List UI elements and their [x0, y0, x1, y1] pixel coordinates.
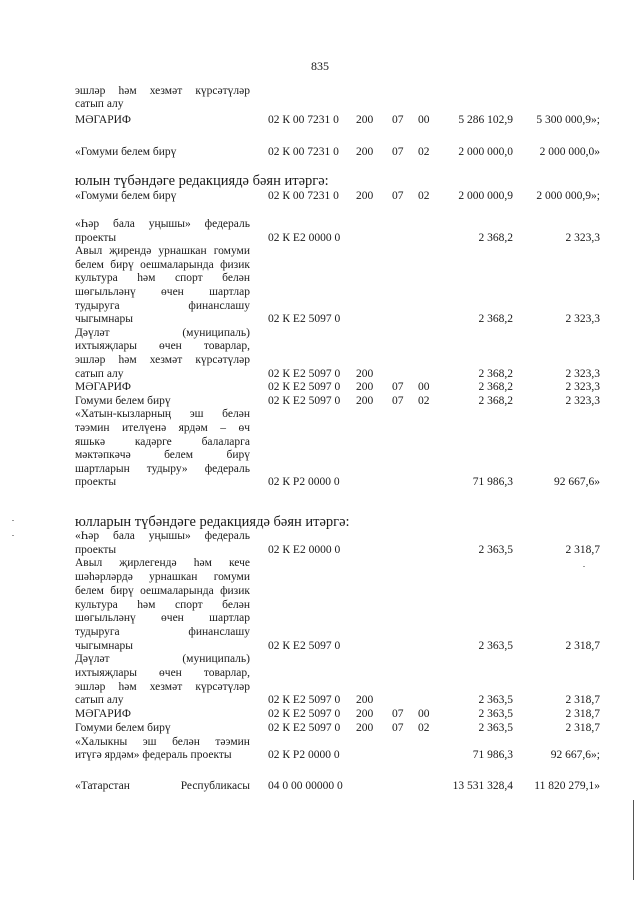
amount-year-2: 11 820 279,1»	[534, 780, 600, 792]
row-label: яшькә кадәрге балаларга	[75, 435, 250, 448]
scan-edge-mark	[633, 800, 634, 880]
expense-type-code: 200	[356, 114, 374, 126]
table-row	[0, 313, 640, 326]
table-row	[0, 368, 640, 381]
table-row	[0, 85, 640, 98]
row-label: проекты	[75, 543, 117, 556]
target-article-code: 02 К Е2 5097 0	[268, 394, 341, 407]
table-row	[0, 300, 640, 313]
row-label: Авыл җирендә урнашкан гомуми	[75, 245, 250, 258]
row-label: эшләр һәм хезмәт күрсәтүләр	[75, 680, 250, 693]
row-label: мәктәпкәчә белем бирү	[75, 449, 250, 462]
amount-year-2: 2 318,7	[565, 708, 600, 721]
target-article-code: 02 К Е2 5097 0	[268, 639, 341, 652]
row-label: эшләр һәм хезмәт күрсәтүләр	[75, 354, 250, 366]
expense-type-code: 200	[356, 721, 374, 734]
amount-year-2: 2 318,7	[565, 543, 600, 556]
subsection-code: 00	[418, 708, 430, 721]
row-label: «Халыкны эш белән тәэмин	[75, 735, 250, 748]
amount-year-2: 2 000 000,0»	[539, 146, 600, 158]
row-label: чыгымнары	[75, 639, 133, 652]
amount-year-1: 2 363,5	[478, 708, 513, 721]
table-row	[0, 571, 640, 584]
table-row	[0, 381, 640, 394]
target-article-code: 04 0 00 00000 0	[268, 780, 343, 792]
target-article-code: 02 К Р2 0000 0	[268, 749, 340, 762]
expense-type-code: 200	[356, 381, 374, 394]
amount-year-2: 92 667,6»;	[550, 749, 600, 762]
table-row	[0, 114, 640, 127]
target-article-code: 02 К Е2 0000 0	[268, 231, 341, 244]
row-label: «Һәр бала уңышы» федераль	[75, 530, 250, 542]
row-label: проекты	[75, 476, 117, 489]
target-article-code: 02 К Р2 0000 0	[268, 476, 340, 489]
amount-year-2: 5 300 000,9»;	[536, 114, 600, 126]
row-label: сатып алу	[75, 694, 124, 707]
row-label: «Татарстан Республикасы	[75, 780, 250, 792]
table-row	[0, 780, 640, 793]
row-label: чыгымнары	[75, 313, 133, 326]
table-row	[0, 476, 640, 489]
row-label: сатып алу	[75, 98, 124, 110]
table-row	[0, 98, 640, 111]
amount-year-2: 2 318,7	[565, 694, 600, 707]
row-label: культура һәм спорт белән	[75, 272, 250, 285]
subsection-code: 00	[418, 381, 430, 394]
scan-speck	[12, 535, 14, 536]
table-row	[0, 736, 640, 749]
target-article-code: 02 К Е2 5097 0	[268, 313, 341, 326]
row-label: «Гомуми белем бирү	[75, 190, 177, 202]
section-code: 07	[392, 708, 404, 721]
amendment-instruction: юлын түбәндәге редакциядә бәян итәргә:	[75, 173, 329, 189]
row-label: белем бирү оешмаларында физик	[75, 584, 250, 597]
subsection-code: 02	[418, 394, 430, 407]
amount-year-1: 13 531 328,4	[452, 780, 513, 792]
expense-type-code: 200	[356, 190, 374, 202]
table-row	[0, 340, 640, 353]
expense-type-code: 200	[356, 708, 374, 721]
table-row	[0, 146, 640, 159]
amount-year-1: 2 368,2	[478, 313, 513, 326]
row-label: МӘГАРИФ	[75, 708, 132, 721]
table-row	[0, 557, 640, 570]
table-row	[0, 259, 640, 272]
table-row	[0, 218, 640, 231]
table-row	[0, 422, 640, 435]
amount-year-2: 2 323,3	[565, 313, 600, 326]
row-label: проекты	[75, 231, 117, 244]
amount-year-2: 92 667,6»	[554, 476, 600, 489]
amount-year-2: 2 000 000,9»;	[536, 190, 600, 202]
amount-year-2: 2 323,3	[565, 394, 600, 407]
row-label: итүгә ярдәм» федераль проекты	[75, 749, 232, 762]
amount-year-1: 2 363,5	[478, 543, 513, 556]
row-label: шөгыльләнү өчен шартлар	[75, 612, 250, 625]
subsection-code: 02	[418, 146, 430, 158]
row-label: Дәүләт (муниципаль)	[75, 326, 250, 339]
row-label: Авыл җирлегендә һәм кече	[75, 557, 250, 570]
section-code: 07	[392, 721, 404, 734]
row-label: «Хатын-кызларның эш белән	[75, 408, 250, 421]
row-label: шөгыльләнү өчен шартлар	[75, 286, 250, 298]
amount-year-1: 2 000 000,0	[458, 146, 513, 158]
table-row	[0, 722, 640, 735]
section-code: 07	[392, 146, 404, 158]
table-row	[0, 599, 640, 612]
row-label: Гомуми белем бирү	[75, 721, 171, 734]
scan-speck	[12, 520, 14, 521]
row-label: «Һәр бала уңышы» федераль	[75, 218, 250, 230]
target-article-code: 02 К Е2 5097 0	[268, 708, 341, 721]
row-label: тәэмин ителүенә ярдәм – өч	[75, 422, 250, 434]
amount-year-2: 2 318,7	[565, 639, 600, 652]
amount-year-1: 71 986,3	[472, 749, 513, 762]
table-row	[0, 190, 640, 203]
table-row	[0, 708, 640, 721]
table-row	[0, 395, 640, 408]
table-row	[0, 272, 640, 285]
scan-speck	[583, 566, 585, 567]
table-row	[0, 653, 640, 666]
table-row	[0, 530, 640, 543]
table-row	[0, 408, 640, 421]
amount-year-2: 2 323,3	[565, 381, 600, 394]
row-label: шартларын тудыру» федераль	[75, 462, 250, 475]
table-row	[0, 612, 640, 625]
row-label: сатып алу	[75, 367, 124, 380]
row-label: Дәүләт (муниципаль)	[75, 653, 250, 666]
target-article-code: 02 К Е2 5097 0	[268, 367, 341, 380]
row-label: тудыруга финанслашу	[75, 625, 250, 638]
amount-year-1: 2 368,2	[478, 381, 513, 394]
amount-year-1: 2 363,5	[478, 721, 513, 734]
target-article-code: 02 К Е2 5097 0	[268, 694, 341, 707]
section-code: 07	[392, 381, 404, 394]
table-row	[0, 449, 640, 462]
amount-year-1: 2 000 000,9	[458, 190, 513, 202]
subsection-code: 02	[418, 721, 430, 734]
section-code: 07	[392, 114, 404, 126]
expense-type-code: 200	[356, 367, 374, 380]
row-label: ихтыяҗлары өчен товарлар,	[75, 667, 250, 679]
amount-year-1: 71 986,3	[472, 476, 513, 489]
row-label: МӘГАРИФ	[75, 381, 132, 394]
amount-year-1: 2 368,2	[478, 394, 513, 407]
subsection-code: 02	[418, 190, 430, 202]
amount-year-2: 2 323,3	[565, 367, 600, 380]
row-label: ихтыяҗлары өчен товарлар,	[75, 340, 250, 353]
row-label: Гомуми белем бирү	[75, 394, 171, 407]
target-article-code: 02 К 00 7231 0	[268, 190, 339, 202]
amount-year-1: 2 368,2	[478, 231, 513, 244]
table-row	[0, 640, 640, 653]
row-label: культура һәм спорт белән	[75, 598, 250, 611]
table-row	[0, 463, 640, 476]
target-article-code: 02 К Е2 0000 0	[268, 543, 341, 556]
row-label: белем бирү оешмаларында физик	[75, 258, 250, 271]
section-code: 07	[392, 190, 404, 202]
section-code: 07	[392, 394, 404, 407]
table-row	[0, 749, 640, 762]
table-row	[0, 694, 640, 707]
target-article-code: 02 К Е2 5097 0	[268, 721, 341, 734]
amount-year-2: 2 323,3	[565, 231, 600, 244]
target-article-code: 02 К Е2 5097 0	[268, 381, 341, 394]
table-row	[0, 354, 640, 367]
row-label: МӘГАРИФ	[75, 114, 132, 126]
table-row	[0, 585, 640, 598]
table-row	[0, 245, 640, 258]
expense-type-code: 200	[356, 146, 374, 158]
amount-year-1: 2 363,5	[478, 694, 513, 707]
expense-type-code: 200	[356, 394, 374, 407]
row-label: «Гомуми белем бирү	[75, 146, 177, 158]
amount-year-1: 2 368,2	[478, 367, 513, 380]
table-row	[0, 327, 640, 340]
table-row	[0, 436, 640, 449]
page-number: 835	[311, 59, 329, 73]
table-row	[0, 232, 640, 245]
target-article-code: 02 К 00 7231 0	[268, 146, 339, 158]
table-row	[0, 681, 640, 694]
target-article-code: 02 К 00 7231 0	[268, 114, 339, 126]
table-row	[0, 667, 640, 680]
amendment-instruction: юлларын түбәндәге редакциядә бәян итәргә:	[75, 514, 350, 530]
amount-year-1: 2 363,5	[478, 639, 513, 652]
amount-year-1: 5 286 102,9	[458, 114, 513, 126]
row-label: шәһәрләрдә урнашкан гомуми	[75, 571, 250, 584]
subsection-code: 00	[418, 114, 430, 126]
row-label: тудыруга финанслашу	[75, 299, 250, 312]
table-row	[0, 544, 640, 557]
table-row	[0, 626, 640, 639]
amount-year-2: 2 318,7	[565, 721, 600, 734]
expense-type-code: 200	[356, 694, 374, 707]
table-row	[0, 286, 640, 299]
row-label: эшләр һәм хезмәт күрсәтүләр	[75, 85, 250, 97]
